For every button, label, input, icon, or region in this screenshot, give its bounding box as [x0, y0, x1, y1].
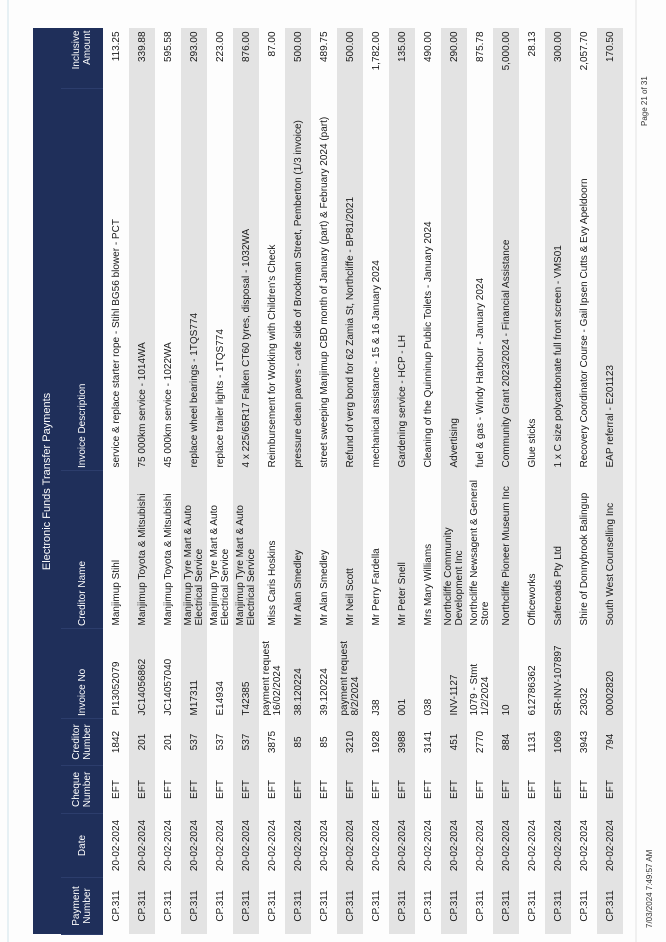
cell-date: 20-02-2024 [597, 814, 623, 878]
cell-invoice-no: PI13052079 [110, 661, 122, 716]
cell-payment-number: CP.311 [285, 878, 311, 935]
cell-creditor-number: 201 [162, 733, 174, 751]
cell-creditor-name: Shire of Donnybrook Balingup [578, 492, 590, 626]
cell-invoice-no: 00002820 [597, 629, 623, 719]
cell-date: 20-02-2024 [162, 819, 174, 872]
cell-creditor-number: 537 [181, 719, 207, 766]
col-invoice-description: Invoice Description [61, 89, 103, 471]
cell-payment-number: CP.311 [162, 890, 174, 922]
cell-date: 20-02-2024 [370, 819, 382, 872]
cell-invoice-description: mechanical assistance - 15 & 16 January 2024 [370, 260, 382, 468]
col-invoice-no: Invoice No [61, 629, 103, 719]
cell-creditor-name: Mr Alan Smedley [318, 549, 330, 626]
cell-creditor-number: 1069 [545, 719, 571, 766]
cell-inclusive-amount: 5,000.00 [493, 28, 519, 88]
report-banner: Electronic Funds Transfer Payments [33, 28, 61, 934]
cell-creditor-number: 794 [597, 719, 623, 766]
cell-invoice-no: INV-1127 [441, 629, 467, 719]
cell-creditor-name: South West Counselling Inc [597, 471, 623, 629]
cell-creditor-number: 3943 [578, 730, 590, 754]
cell-invoice-no: 23032 [578, 687, 590, 716]
payments-table [33, 28, 623, 935]
cell-cheque-number: EFT [441, 766, 467, 814]
table-row [233, 28, 259, 934]
cell-invoice-description: fuel & gas - Windy Harbour - January 2024 [474, 277, 486, 468]
cell-date: 20-02-2024 [129, 814, 155, 878]
table-row [285, 28, 311, 934]
cell-payment-number: CP.311 [233, 878, 259, 935]
cell-creditor-name: Manjimup Stihl [110, 559, 122, 626]
cell-creditor-name: Mr Alan Smedley [285, 471, 311, 629]
cell-invoice-no: 001 [389, 629, 415, 719]
cell-invoice-description: Advertising [441, 89, 467, 471]
cell-creditor-name: Manjimup Tyre Mart & Auto Electrical Service [181, 471, 207, 629]
cell-invoice-description: replace wheel bearings - 1TQS774 [181, 89, 207, 471]
cell-inclusive-amount: 1,782.00 [370, 31, 382, 71]
cell-date: 20-02-2024 [441, 814, 467, 878]
cell-cheque-number: EFT [162, 780, 174, 799]
cell-inclusive-amount: 170.50 [597, 28, 623, 88]
cell-invoice-no: 1079 - Stmt 1/2/2024 [469, 663, 491, 716]
cell-creditor-name: Mr Perry Fardella [370, 548, 382, 626]
cell-creditor-number: 537 [233, 719, 259, 766]
table-row [597, 28, 623, 934]
cell-cheque-number: EFT [233, 766, 259, 814]
cell-invoice-description: Refund of verg bond for 62 Zamia St, Northcliffe - BP81/2021 [337, 89, 363, 471]
cell-invoice-description: EAP referral - E201123 [597, 89, 623, 471]
col-date: Date [61, 814, 103, 878]
table-row [155, 28, 181, 934]
cell-payment-number: CP.311 [214, 890, 226, 922]
cell-creditor-name: Miss Caris Hoskins [266, 540, 278, 626]
col-creditor-name: Creditor Name [61, 471, 103, 629]
cell-invoice-description: Glue sticks [526, 418, 538, 468]
cell-payment-number: CP.311 [337, 878, 363, 935]
cell-payment-number: CP.311 [474, 890, 486, 922]
payments-body [103, 28, 623, 934]
cell-creditor-name: Mrs Mary Williams [422, 543, 434, 626]
cell-payment-number: CP.311 [441, 878, 467, 935]
cell-invoice-no: T42385 [233, 629, 259, 719]
cell-invoice-no: 39.120224 [318, 668, 330, 716]
table-row [207, 28, 233, 934]
cell-invoice-no: payment request 16/02/2024 [261, 641, 283, 716]
cell-invoice-description: Cleaning of the Quinninup Public Toilets - January 2024 [422, 221, 434, 468]
cell-payment-number: CP.311 [578, 890, 590, 922]
cell-creditor-number: 537 [214, 733, 226, 751]
cell-invoice-description: Reimbursement for Working with Children's Check [266, 244, 278, 468]
table-row [363, 28, 389, 934]
cell-inclusive-amount: 28.13 [526, 31, 538, 57]
cell-creditor-number: 3141 [422, 730, 434, 754]
cell-creditor-number: 1928 [370, 730, 382, 754]
cell-payment-number: CP.311 [181, 878, 207, 935]
cell-date: 20-02-2024 [545, 814, 571, 878]
cell-cheque-number: EFT [578, 780, 590, 799]
cell-cheque-number: EFT [474, 780, 486, 799]
table-row [493, 28, 519, 934]
cell-payment-number: CP.311 [422, 890, 434, 922]
cell-date: 20-02-2024 [181, 814, 207, 878]
cell-creditor-number: 3875 [266, 730, 278, 754]
cell-creditor-number: 884 [493, 719, 519, 766]
cell-inclusive-amount: 223.00 [214, 31, 226, 63]
cell-creditor-number: 1842 [110, 730, 122, 754]
cell-inclusive-amount: 875.78 [474, 31, 486, 63]
table-row [467, 28, 493, 934]
col-inclusive-amount: Inclusive Amount [61, 28, 103, 88]
cell-creditor-number: 1131 [526, 731, 538, 753]
cell-payment-number: CP.311 [110, 890, 122, 922]
col-cheque-number: Cheque Number [61, 766, 103, 814]
table-row [337, 28, 363, 934]
cell-inclusive-amount: 290.00 [441, 28, 467, 88]
cell-invoice-description: Gardening service - HCP - LH [389, 89, 415, 471]
cell-invoice-no: M17311 [181, 629, 207, 719]
cell-creditor-name: Officeworks [526, 573, 538, 626]
table-row [311, 28, 337, 934]
cell-creditor-name: Mr Neil Scott [337, 471, 363, 629]
cell-cheque-number: EFT [337, 766, 363, 814]
cell-creditor-name: Manjimup Tyre Mart & Auto Electrical Service [233, 471, 259, 629]
cell-inclusive-amount: 339.88 [129, 28, 155, 88]
table-row [259, 28, 285, 934]
cell-creditor-number: 3988 [389, 719, 415, 766]
table-row [519, 28, 545, 934]
cell-invoice-no: JC14057040 [162, 658, 174, 716]
cell-creditor-name: Mr Peter Snell [389, 471, 415, 629]
cell-invoice-description: Community Grant 2023/2024 - Financial Assistance [493, 89, 519, 471]
table-row [571, 28, 597, 934]
cell-date: 20-02-2024 [493, 814, 519, 878]
cell-cheque-number: EFT [266, 780, 278, 799]
cell-date: 20-02-2024 [214, 819, 226, 872]
table-row [181, 28, 207, 934]
cell-cheque-number: EFT [422, 780, 434, 799]
cell-date: 20-02-2024 [389, 814, 415, 878]
cell-cheque-number: EFT [129, 766, 155, 814]
cell-cheque-number: EFT [370, 780, 382, 799]
cell-invoice-description: 1 x C size polycarbonate full front screen - VMS01 [545, 89, 571, 471]
cell-date: 20-02-2024 [266, 819, 278, 872]
table-row [441, 28, 467, 934]
cell-payment-number: CP.311 [129, 878, 155, 935]
table-row [545, 28, 571, 934]
col-payment-number: Payment Number [61, 878, 103, 935]
cell-payment-number: CP.311 [545, 878, 571, 935]
cell-date: 20-02-2024 [578, 819, 590, 872]
cell-cheque-number: EFT [181, 766, 207, 814]
cell-date: 20-02-2024 [422, 819, 434, 872]
cell-invoice-description: 75 000km service - 1014WA [129, 89, 155, 471]
cell-invoice-description: 4 x 225/65R17 Falken CT60 tyres, disposal - 1032WA [233, 89, 259, 471]
cell-creditor-name: Northcliffe Newsagent & General Store [469, 480, 491, 626]
cell-cheque-number: EFT [545, 766, 571, 814]
cell-creditor-number: 85 [318, 736, 330, 748]
cell-inclusive-amount: 489.75 [318, 31, 330, 63]
cell-invoice-description: replace trailer lights - 1TQS774 [214, 329, 226, 468]
cell-creditor-number: 451 [441, 719, 467, 766]
cell-invoice-description: pressure clean pavers - cafe side of Brockman Street, Pemberton (1/3 invoice) [285, 89, 311, 471]
cell-inclusive-amount: 135.00 [389, 28, 415, 88]
cell-invoice-no: SR-INV-107897 [545, 629, 571, 719]
page-number: Page 21 of 31 [640, 76, 649, 126]
cell-inclusive-amount: 500.00 [337, 28, 363, 88]
cell-invoice-no: payment request 8/2/2024 [337, 629, 363, 719]
cell-creditor-name: Saferoads Pty Ltd [545, 471, 571, 629]
cell-invoice-description: street sweeping Manjimup CBD month of January (part) & February 2024 (part) [318, 116, 330, 468]
cell-cheque-number: EFT [597, 766, 623, 814]
cell-payment-number: CP.311 [266, 890, 278, 922]
cell-date: 20-02-2024 [233, 814, 259, 878]
col-creditor-number: Creditor Number [61, 719, 103, 766]
cell-creditor-name: Northcliffe Community Development Inc [441, 471, 467, 629]
cell-invoice-description: 45 000km service - 1022WA [162, 342, 174, 468]
cell-inclusive-amount: 2,057.70 [578, 31, 590, 71]
cell-cheque-number: EFT [318, 780, 330, 799]
cell-creditor-number: 2770 [474, 730, 486, 754]
cell-creditor-name: Manjimup Tyre Mart & Auto Electrical Service [209, 505, 231, 626]
cell-inclusive-amount: 87.00 [266, 31, 278, 57]
cell-invoice-description: Recovery Coordinator Course - Gail Ipsen Cutts & Evy Apeldoorn [578, 178, 590, 468]
table-row [103, 28, 129, 934]
cell-creditor-name: Manjimup Toyota & Mitsubishi [129, 471, 155, 629]
cell-inclusive-amount: 595.58 [162, 31, 174, 63]
cell-payment-number: CP.311 [526, 890, 538, 922]
cell-date: 20-02-2024 [285, 814, 311, 878]
cell-payment-number: CP.311 [597, 878, 623, 935]
table-row [415, 28, 441, 934]
cell-payment-number: CP.311 [389, 878, 415, 935]
cell-creditor-number: 3210 [337, 719, 363, 766]
cell-cheque-number: EFT [285, 766, 311, 814]
cell-cheque-number: EFT [110, 780, 122, 799]
cell-payment-number: CP.311 [318, 890, 330, 922]
print-timestamp: 7/03/2024 7:49:57 AM [645, 849, 654, 928]
cell-inclusive-amount: 293.00 [181, 28, 207, 88]
cell-invoice-no: JC14056862 [129, 629, 155, 719]
cell-creditor-number: 201 [129, 719, 155, 766]
cell-cheque-number: EFT [526, 780, 538, 799]
cell-inclusive-amount: 500.00 [285, 28, 311, 88]
cell-payment-number: CP.311 [493, 878, 519, 935]
cell-cheque-number: EFT [493, 766, 519, 814]
payments-table-rotated [33, 29, 661, 935]
cell-invoice-no: 038 [422, 698, 434, 716]
cell-invoice-no: E14934 [214, 681, 226, 716]
cell-date: 20-02-2024 [526, 819, 538, 872]
cell-inclusive-amount: 300.00 [545, 28, 571, 88]
cell-date: 20-02-2024 [337, 814, 363, 878]
table-row [129, 28, 155, 934]
cell-invoice-no: 10 [493, 629, 519, 719]
cell-date: 20-02-2024 [110, 819, 122, 872]
cell-invoice-no: J38 [370, 699, 382, 716]
cell-date: 20-02-2024 [318, 819, 330, 872]
cell-invoice-no: 38.120224 [285, 629, 311, 719]
cell-creditor-number: 85 [285, 719, 311, 766]
table-row [389, 28, 415, 934]
cell-inclusive-amount: 490.00 [422, 31, 434, 63]
cell-creditor-name: Manjimup Toyota & Mitsubishi [162, 493, 174, 626]
cell-cheque-number: EFT [389, 766, 415, 814]
cell-inclusive-amount: 113.25 [110, 31, 122, 62]
cell-creditor-name: Northcliffe Pioneer Museum Inc [493, 471, 519, 629]
cell-date: 20-02-2024 [474, 819, 486, 872]
cell-invoice-no: 612786362 [526, 665, 538, 716]
cell-cheque-number: EFT [214, 780, 226, 799]
cell-invoice-description: service & replace starter rope - Stihl BG56 blower - PCT [110, 219, 122, 468]
cell-payment-number: CP.311 [370, 890, 382, 922]
cell-inclusive-amount: 876.00 [233, 28, 259, 88]
